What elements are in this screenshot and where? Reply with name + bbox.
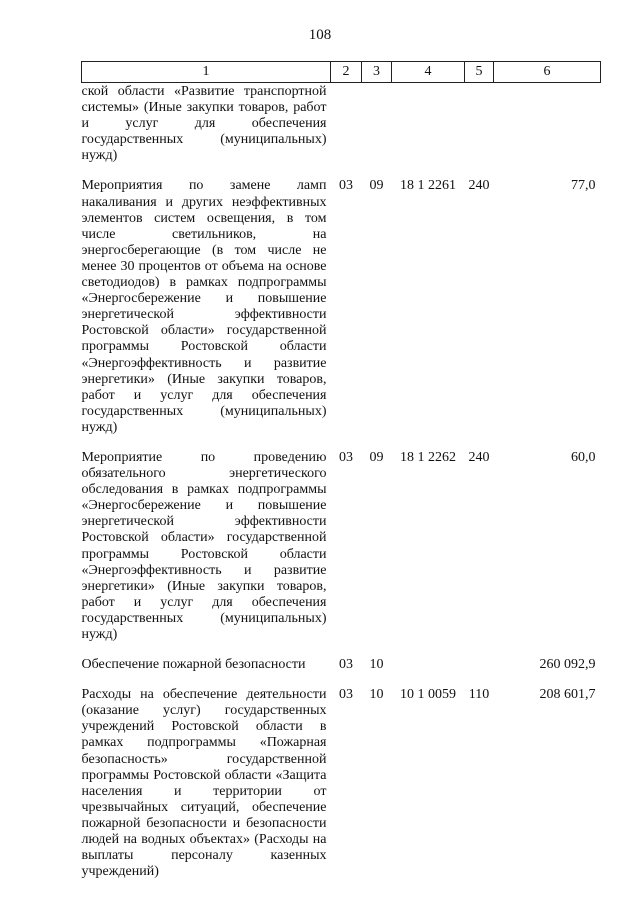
- row-amount: 208 601,7: [539, 687, 596, 703]
- row-section: 03: [339, 657, 353, 673]
- header-col-1: 1: [82, 62, 331, 83]
- row-amount: [494, 83, 601, 165]
- row-target-article: 18 1 2262: [400, 449, 456, 465]
- row-expense-type: 240: [468, 178, 490, 194]
- budget-table: [81, 61, 601, 880]
- header-col-2: 2: [331, 62, 362, 83]
- row-subsection: 10: [369, 687, 384, 703]
- row-description: Мероприятие по проведению обязательного энергетического обследования в рамках подпрограммы «Энергосбережение и повышение энергетической эффективности Ростовской области» государственной программы Ростовской области «Энергоэффективность и развитие энергетики» (Иные закупки товаров, работ и услуг для обеспечения государственных (муниципальных) нужд): [81, 449, 327, 642]
- table-row: [82, 83, 601, 165]
- row-section: 03: [339, 449, 353, 465]
- row-expense-type: [465, 643, 494, 673]
- row-description: Расходы на обеспечение деятельности (оказание услуг) государственных учреждений Ростовской области в рамках подпрограммы «Пожарная безопасность» государственной программы Ростовской области «Защита населения и территории от чрезвычайных ситуаций, обеспечение пожарной безопасности и безопасности людей на водных объектах» (Расходы на выплаты персоналу казенных учреждений): [81, 687, 327, 880]
- row-expense-type: 110: [468, 687, 490, 703]
- row-target-article: [392, 643, 465, 673]
- row-subsection: 10: [369, 657, 384, 673]
- header-col-4: 4: [392, 62, 465, 83]
- row-subsection: 09: [369, 178, 384, 194]
- row-amount: 77,0: [571, 178, 596, 194]
- row-subsection: [362, 83, 392, 165]
- row-target-article: 18 1 2261: [400, 178, 456, 194]
- header-col-5: 5: [465, 62, 494, 83]
- table-row: [82, 436, 601, 643]
- row-section: 03: [339, 178, 353, 194]
- row-subsection: 09: [369, 449, 384, 465]
- header-col-3: 3: [362, 62, 392, 83]
- row-target-article: [392, 83, 465, 165]
- table-row: [82, 164, 601, 436]
- row-expense-type: [465, 83, 494, 165]
- row-description: ской области «Развитие транспортной системы» (Иные закупки товаров, работ и услуг для обеспечения государственных (муниципальных) нужд): [81, 84, 327, 164]
- table-row: [82, 643, 601, 673]
- row-description: Обеспечение пожарной безопасности: [81, 657, 306, 673]
- row-expense-type: 240: [468, 449, 490, 465]
- table-row: [82, 673, 601, 880]
- row-section: [331, 83, 362, 165]
- row-amount: 60,0: [571, 449, 596, 465]
- row-target-article: 10 1 0059: [400, 687, 456, 703]
- row-description: Мероприятия по замене ламп накаливания и других неэффективных элементов систем освещения, в том числе светильников, на энергосберегающие (в том числе не менее 30 процентов от объема на основе светодиодов) в рамках подпрограммы «Энергосбережение и повышение энергетической эффективности Ростовской области» государственной программы Ростовской области «Энергоэффективность и развитие энергетики» (Иные закупки товаров, работ и услуг для обеспечения государственных (муниципальных) нужд): [81, 178, 327, 435]
- page-number: 108: [308, 27, 332, 43]
- header-row: [82, 62, 601, 83]
- row-amount: 260 092,9: [539, 657, 596, 673]
- header-col-6: 6: [494, 62, 601, 83]
- row-section: 03: [339, 687, 353, 703]
